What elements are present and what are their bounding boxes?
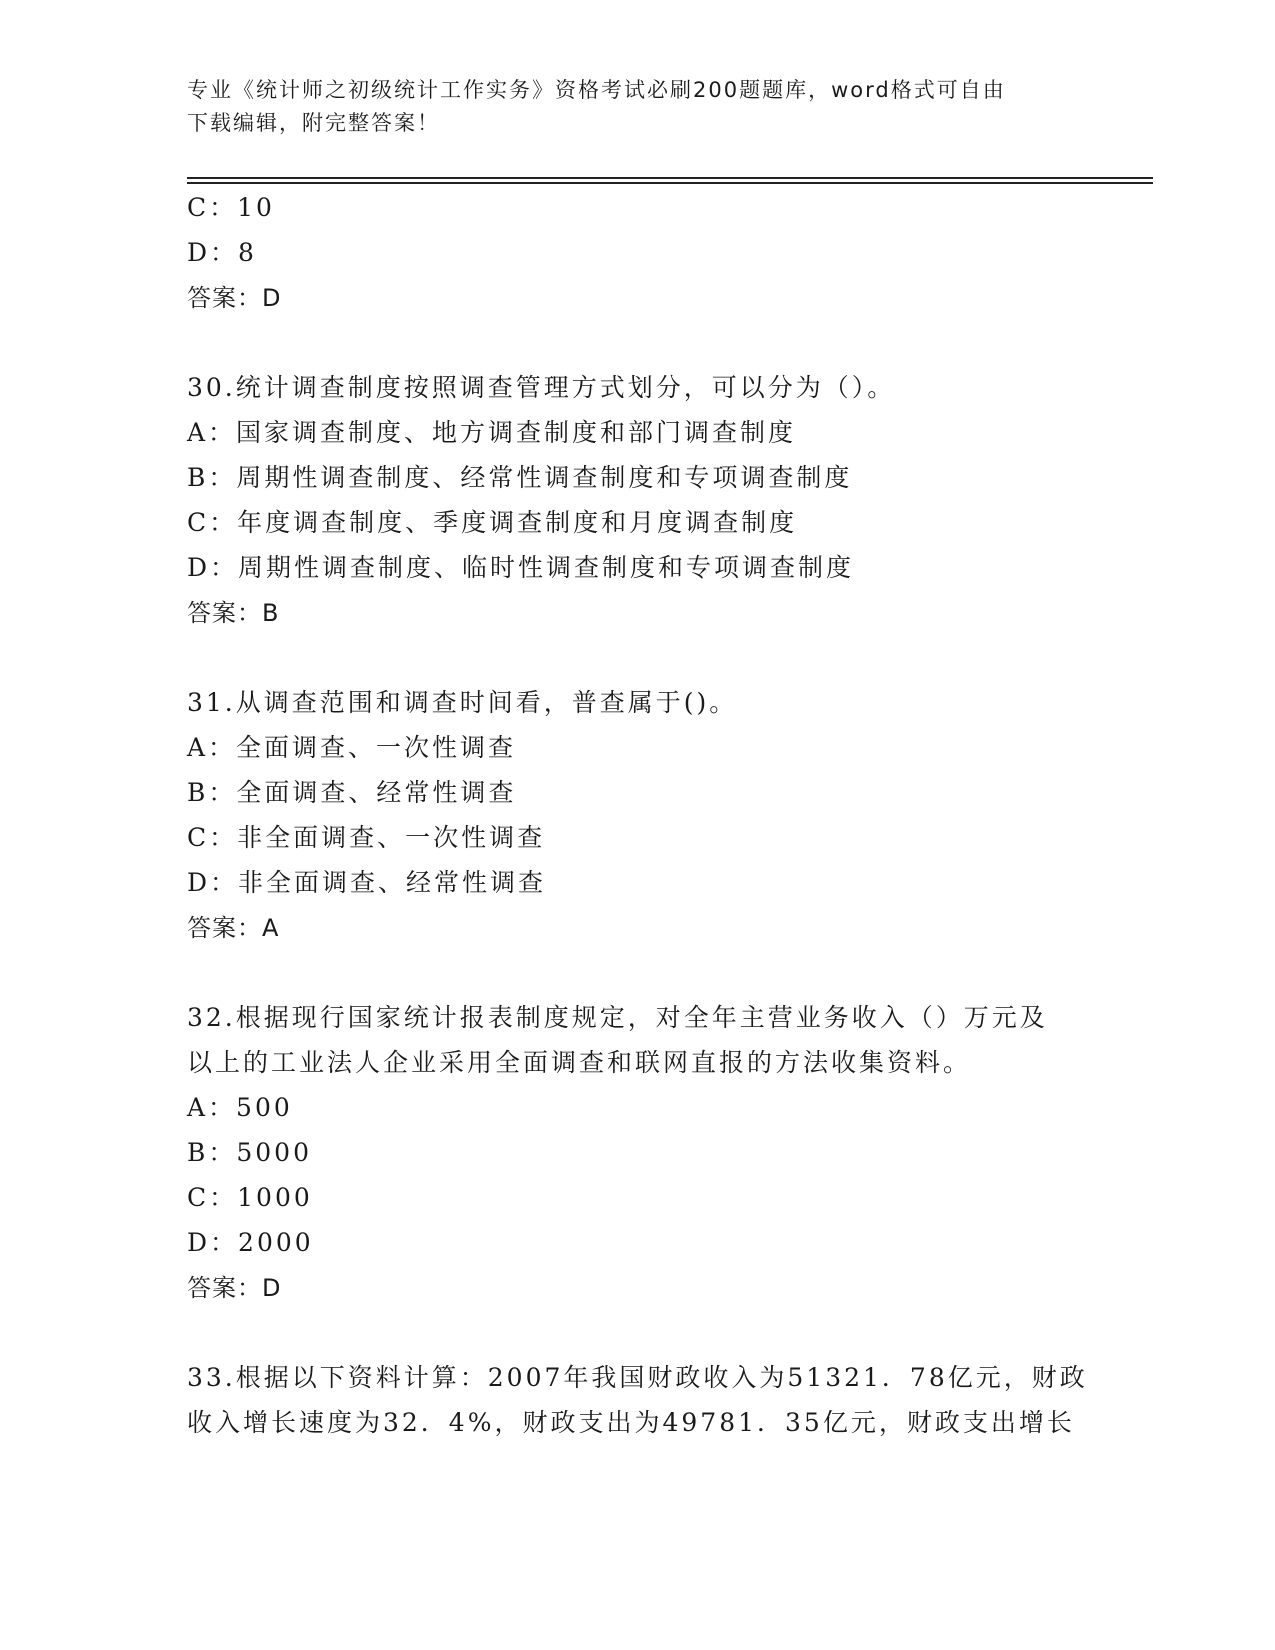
q31-option-b: B：全面调查、经常性调查 <box>187 778 517 807</box>
q31-stem: 31.从调查范围和调查时间看，普查属于()。 <box>187 688 738 717</box>
q32-option-d: D：2000 <box>187 1228 314 1257</box>
q32-answer: 答案：D <box>187 1274 282 1302</box>
q30-stem: 30.统计调查制度按照调查管理方式划分，可以分为（）。 <box>187 373 896 402</box>
q32-option-c: C：1000 <box>187 1183 313 1212</box>
q32-option-b: B：5000 <box>187 1138 312 1167</box>
q33-stem-line-1: 33.根据以下资料计算：2007年我国财政收入为51321．78亿元，财政 <box>187 1363 1088 1392</box>
q33-stem-line-2: 收入增长速度为32．4%，财政支出为49781．35亿元，财政支出增长 <box>187 1408 1075 1437</box>
header-rule-bottom <box>187 182 1153 184</box>
q30-option-a: A：国家调查制度、地方调查制度和部门调查制度 <box>187 418 797 447</box>
q32-stem-line-2: 以上的工业法人企业采用全面调查和联网直报的方法收集资料。 <box>187 1048 972 1077</box>
q30-option-b: B：周期性调查制度、经常性调查制度和专项调查制度 <box>187 463 853 492</box>
q30-option-c: C：年度调查制度、季度调查制度和月度调查制度 <box>187 508 798 537</box>
q32-option-a: A：500 <box>187 1093 293 1122</box>
q30-answer: 答案：B <box>187 599 280 627</box>
q31-option-d: D：非全面调查、经常性调查 <box>187 868 547 897</box>
prev-option-c: C：10 <box>187 193 275 222</box>
prev-option-d: D：8 <box>187 238 257 267</box>
q32-stem-line-1: 32.根据现行国家统计报表制度规定，对全年主营业务收入（）万元及 <box>187 1003 1048 1032</box>
prev-answer: 答案：D <box>187 284 282 312</box>
q31-option-a: A：全面调查、一次性调查 <box>187 733 517 762</box>
header-line-1: 专业《统计师之初级统计工作实务》资格考试必刷200题题库，word格式可自由 <box>187 78 1006 102</box>
q31-answer: 答案：A <box>187 914 280 942</box>
q30-option-d: D：周期性调查制度、临时性调查制度和专项调查制度 <box>187 553 855 582</box>
header-rule-top <box>187 177 1153 179</box>
header-line-2: 下载编辑，附完整答案！ <box>187 111 440 135</box>
page-header <box>187 74 1067 140</box>
q31-option-c: C：非全面调查、一次性调查 <box>187 823 546 852</box>
